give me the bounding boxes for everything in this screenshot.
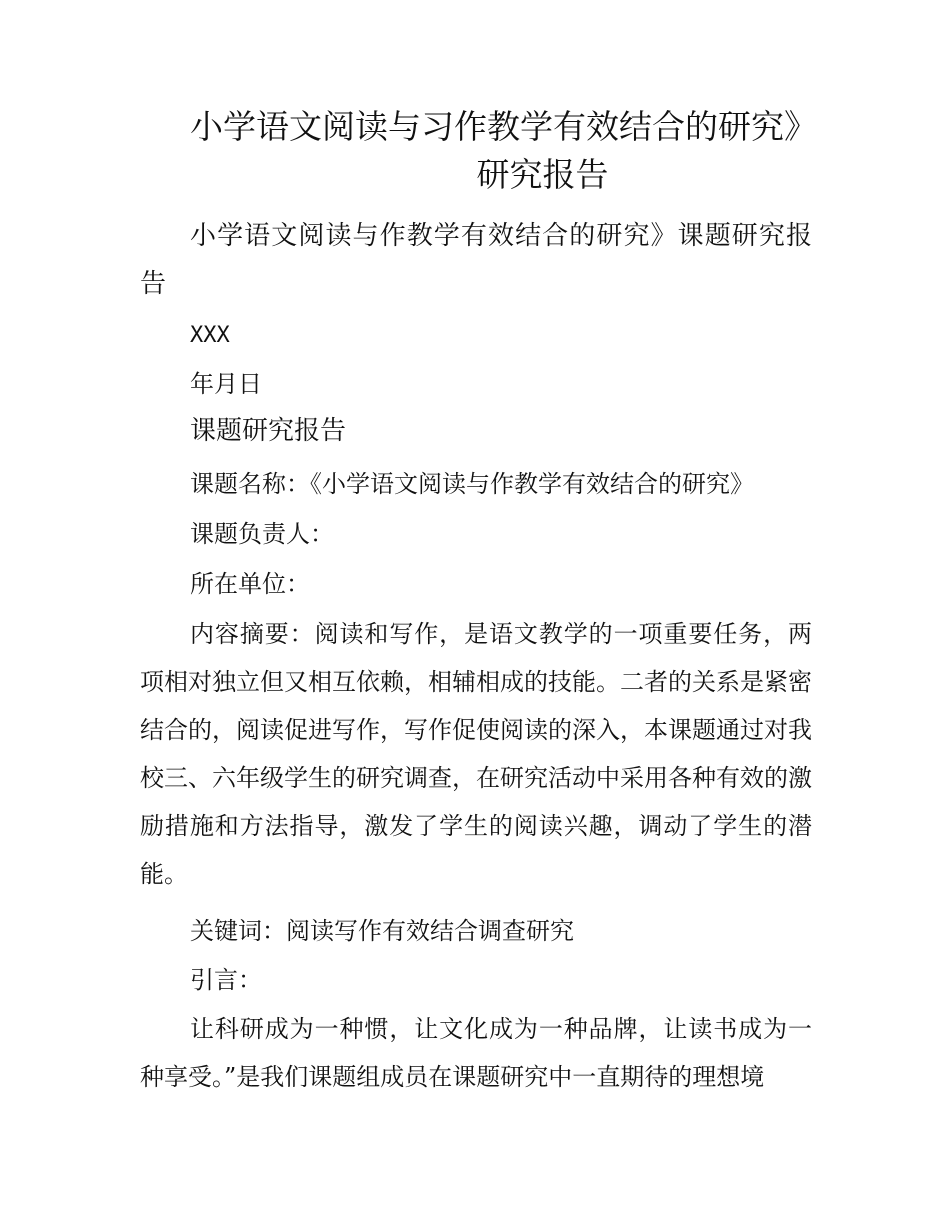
keywords-line: 关键词：阅读写作有效结合调查研究 xyxy=(190,917,574,945)
report-date: 年月日 xyxy=(190,370,262,398)
intro-paragraph: 让科研成为一种惯，让文化成为一种品牌，让读书成为一种享受。”是我们课题组成员在课题研究中一直期待的理想境 xyxy=(140,1015,812,1091)
intro-label: 引言： xyxy=(190,966,262,994)
author-name: XXX xyxy=(190,323,230,348)
unit-field: 所在单位： xyxy=(190,570,310,598)
topic-name: 课题名称：《小学语文阅读与作教学有效结合的研究》 xyxy=(190,470,754,498)
topic-leader: 课题负责人： xyxy=(190,520,334,548)
document-title-line2: 研究报告 xyxy=(476,155,609,194)
abstract-paragraph: 内容摘要：阅读和写作，是语文教学的一项重要任务，两项相对独立但又相互依赖，相辅相成的技能。二者的关系是紧密结合的，阅读促进写作，写作促使阅读的深入，本课题通过对我校三、六年级学生的研究调查，在研究活动中采用各种有效的激励措施和方法指导，激发了学生的阅读兴趣，调动了学生的潜能。 xyxy=(140,620,812,888)
document-title-line1: 小学语文阅读与习作教学有效结合的研究》 xyxy=(190,107,817,146)
report-subtitle: 小学语文阅读与作教学有效结合的研究》课题研究报告 xyxy=(140,221,812,299)
section-heading: 课题研究报告 xyxy=(190,416,347,446)
